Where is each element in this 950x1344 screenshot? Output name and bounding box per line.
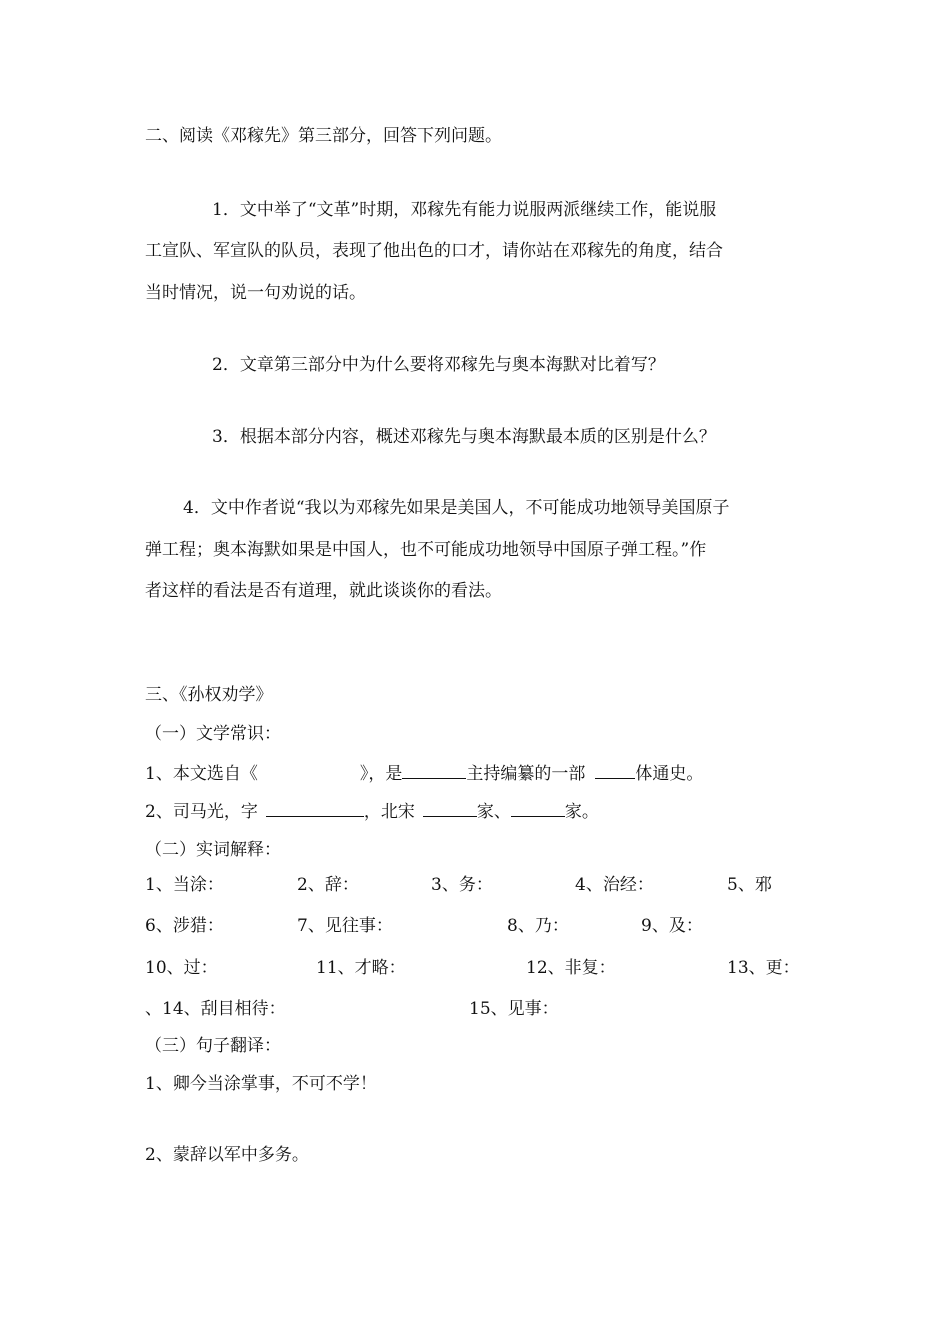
item1-part-b: 》，是 (359, 764, 403, 784)
item1-part-d: 体通史。 (635, 764, 704, 784)
item2-part-a: 2、司马光，字 (145, 802, 258, 822)
item2-part-b: ，北宋 (363, 802, 415, 822)
part2-heading: 二、阅读《邓稼先》第三部分，回答下列问题。 (145, 126, 502, 146)
sec1-item1 (145, 762, 703, 785)
translation-2: 2、蒙辞以军中多务。 (145, 1145, 309, 1165)
q4-line1: 4．文中作者说“我以为邓稼先如果是美国人，不可能成功地领导美国原子 (183, 498, 730, 518)
q4-line3: 者这样的看法是否有道理，就此谈谈你的看法。 (145, 581, 502, 601)
item2-part-c: 家、 (476, 802, 511, 822)
q1-line1: 1．文中举了“文革”时期，邓稼先有能力说服两派继续工作，能说服 (212, 200, 717, 220)
history-type-blank (595, 762, 635, 779)
vocab-9: 9、及： (641, 916, 703, 936)
vocab-12: 12、非复： (526, 958, 616, 978)
sec1-item2 (145, 800, 599, 823)
role1-blank (423, 800, 477, 817)
vocab-11: 11、才略： (316, 958, 406, 978)
vocab-7: 7、见往事： (297, 916, 393, 936)
q2-text: 2．文章第三部分中为什么要将邓稼先与奥本海默对比着写？ (212, 355, 665, 375)
courtesy-name-blank (266, 800, 364, 817)
q3-text: 3．根据本部分内容，概述邓稼先与奥本海默最本质的区别是什么？ (212, 427, 716, 447)
vocab-3: 3、务： (431, 875, 493, 895)
sec2-title: （二）实词解释： (145, 840, 281, 860)
item1-part-c: 主持编纂的一部 (466, 764, 586, 784)
editor-blank (402, 762, 466, 779)
vocab-6: 6、涉猎： (145, 916, 224, 936)
q1-line2: 工宣队、军宣队的队员，表现了他出色的口才，请你站在邓稼先的角度，结合 (145, 241, 723, 261)
q1-line3: 当时情况，说一句劝说的话。 (145, 283, 366, 303)
vocab-10: 10、过： (145, 958, 218, 978)
vocab-8: 8、乃： (507, 916, 569, 936)
item2-part-d: 家。 (564, 802, 599, 822)
vocab-5: 5、邪 (727, 875, 772, 895)
q4-line2: 弹工程；奥本海默如果是中国人，也不可能成功地领导中国原子弹工程。”作 (145, 540, 707, 560)
vocab-14: 、14、刮目相待： (145, 999, 286, 1019)
translation-1: 1、卿今当涂掌事，不可不学！ (145, 1074, 377, 1094)
sec1-title: （一）文学常识： (145, 724, 281, 744)
item1-part-a: 1、本文选自《 (145, 764, 258, 784)
role2-blank (511, 800, 565, 817)
vocab-4: 4、治经： (575, 875, 654, 895)
part3-heading: 三、《孙权劝学》 (145, 685, 273, 705)
vocab-1: 1、当涂： (145, 875, 224, 895)
sec3-title: （三）句子翻译： (145, 1036, 281, 1056)
vocab-2: 2、辞： (297, 875, 359, 895)
vocab-15: 15、见事： (469, 999, 559, 1019)
vocab-13: 13、更： (727, 958, 800, 978)
